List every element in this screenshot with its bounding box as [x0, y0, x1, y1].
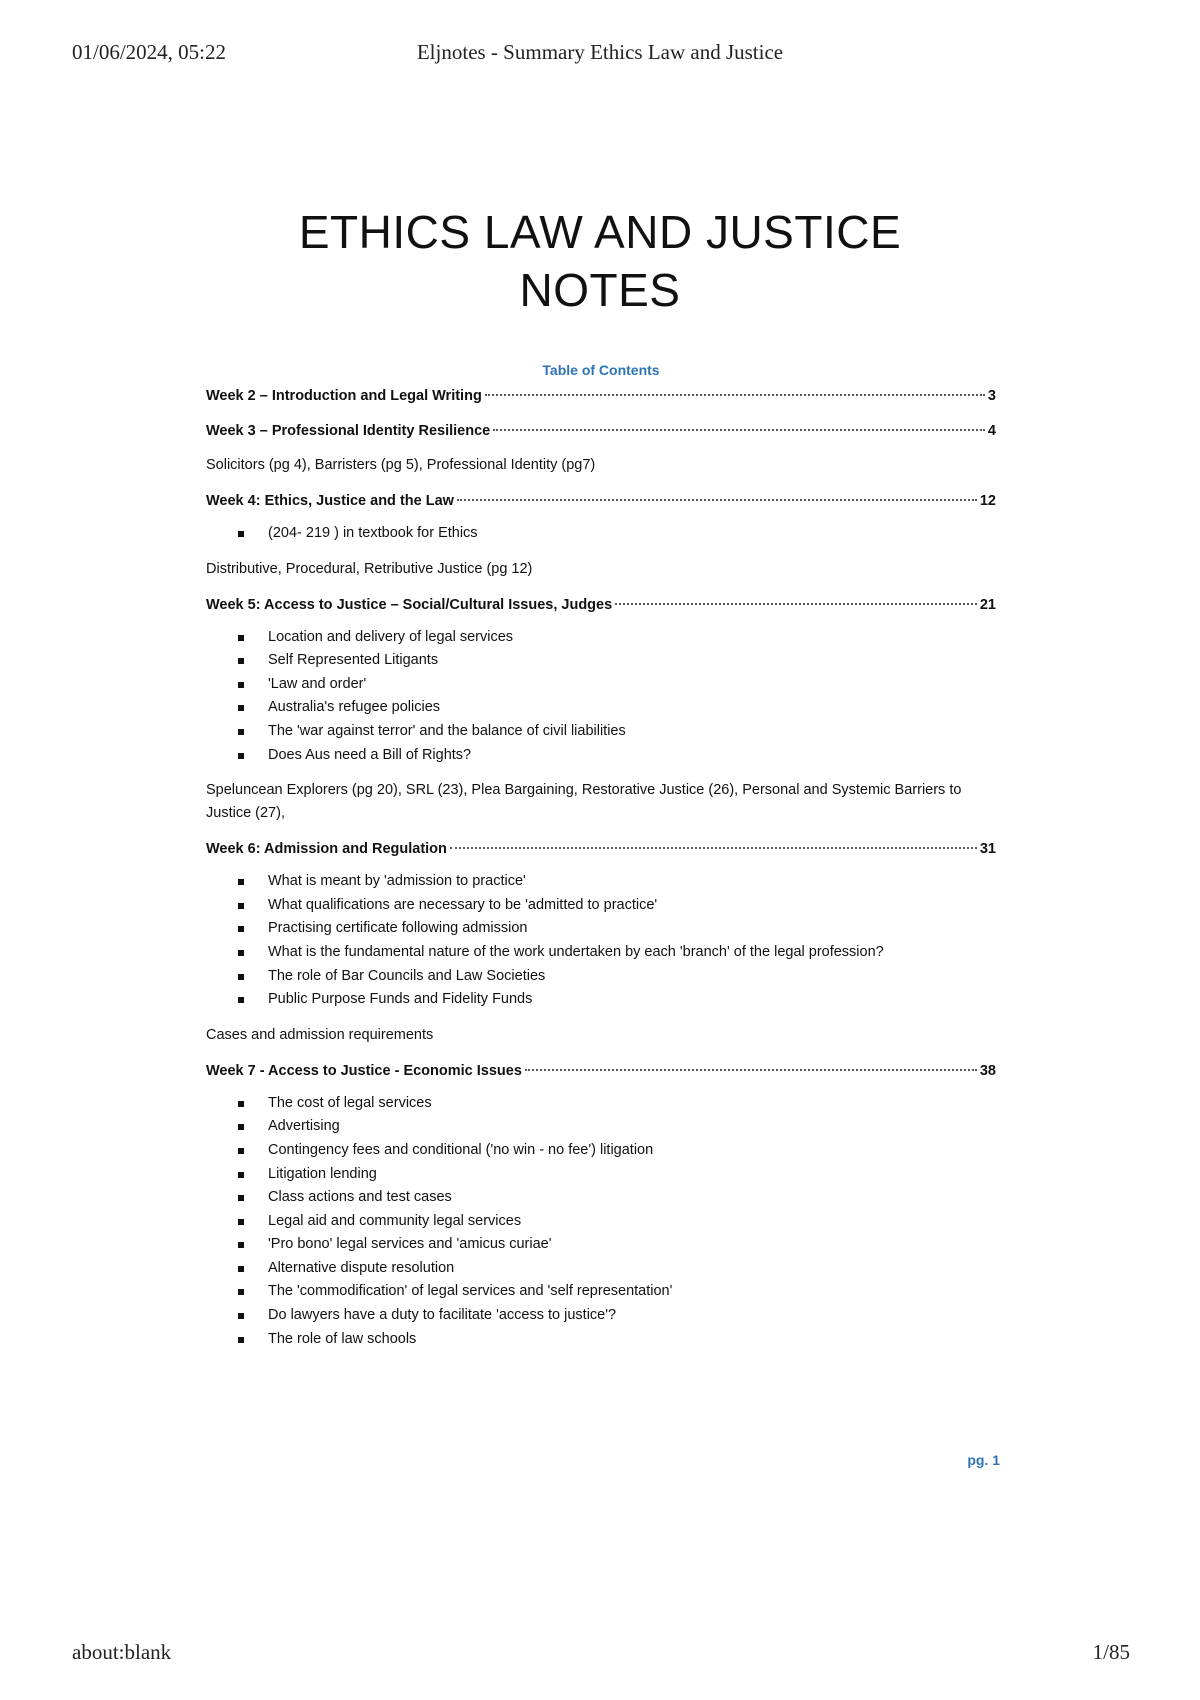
list-item: The 'war against terror' and the balance of civil liabilities: [268, 720, 996, 744]
list-item: Do lawyers have a duty to facilitate 'access to justice'?: [268, 1304, 996, 1328]
list-item: What qualifications are necessary to be 'admitted to practice': [268, 894, 996, 918]
topic-list-week6: [206, 870, 996, 1012]
table-of-contents: [206, 362, 996, 1367]
list-item: 'Pro bono' legal services and 'amicus curiae': [268, 1233, 996, 1257]
toc-dot-leader: [525, 1069, 977, 1071]
list-item: 'Law and order': [268, 673, 996, 697]
print-page-count: 1/85: [1092, 1640, 1130, 1664]
list-item: Contingency fees and conditional ('no win - no fee') litigation: [268, 1139, 996, 1163]
document-title: [0, 203, 1200, 319]
document-title-line1: ETHICS LAW AND JUSTICE: [298, 206, 902, 258]
toc-entry-label: Week 2 – Introduction and Legal Writing: [206, 388, 482, 404]
toc-entry-label: Week 5: Access to Justice – Social/Cultural Issues, Judges: [206, 596, 613, 613]
list-item: Does Aus need a Bill of Rights?: [268, 744, 996, 768]
list-item: Legal aid and community legal services: [268, 1210, 996, 1234]
toc-dot-leader: [493, 429, 985, 431]
print-page-title: Eljnotes - Summary Ethics Law and Justice: [416, 40, 784, 64]
toc-entry-week5[interactable]: [206, 597, 996, 613]
list-item: The role of law schools: [268, 1328, 996, 1352]
list-item: What is meant by 'admission to practice': [268, 870, 996, 894]
toc-entry-page: 38: [979, 1062, 996, 1079]
list-item: What is the fundamental nature of the work undertaken by each 'branch' of the legal profession?: [268, 941, 996, 965]
toc-note-week5: Speluncean Explorers (pg 20), SRL (23), Plea Bargaining, Restorative Justice (26), Personal and Systemic Barriers to Justice (27),: [206, 782, 962, 822]
toc-entry-page: 3: [987, 388, 996, 404]
list-item: The cost of legal services: [268, 1092, 996, 1116]
toc-dot-leader: [457, 499, 977, 501]
topic-list-week4: [206, 522, 996, 546]
list-item: Practising certificate following admission: [268, 917, 996, 941]
toc-entry-week6[interactable]: [206, 841, 996, 857]
toc-dot-leader: [450, 847, 977, 849]
list-item: Australia's refugee policies: [268, 696, 996, 720]
list-item: Litigation lending: [268, 1163, 996, 1187]
list-item: Self Represented Litigants: [268, 649, 996, 673]
print-datetime: 01/06/2024, 05:22: [72, 40, 227, 64]
list-item: Alternative dispute resolution: [268, 1257, 996, 1281]
list-item: The 'commodification' of legal services and 'self representation': [268, 1280, 996, 1304]
toc-entry-label: Week 7 - Access to Justice - Economic Issues: [206, 1062, 522, 1079]
topic-list-week5: [206, 626, 996, 768]
toc-entry-page: 31: [979, 841, 996, 858]
print-url: about:blank: [72, 1640, 172, 1664]
toc-entry-week7[interactable]: [206, 1063, 996, 1079]
list-item: Advertising: [268, 1115, 996, 1139]
toc-entry-label: Week 3 – Professional Identity Resilience: [206, 423, 491, 439]
toc-entry-page: 4: [987, 423, 996, 439]
toc-note-week3: Solicitors (pg 4), Barristers (pg 5), Professional Identity (pg7): [206, 457, 596, 473]
toc-entry-page: 12: [979, 493, 996, 509]
list-item: Location and delivery of legal services: [268, 626, 996, 650]
toc-dot-leader: [485, 394, 985, 396]
toc-entry-label: Week 4: Ethics, Justice and the Law: [206, 493, 454, 509]
toc-dot-leader: [615, 603, 977, 605]
toc-entry-week3[interactable]: [206, 423, 996, 439]
toc-note-week6: Cases and admission requirements: [206, 1026, 434, 1043]
list-item: The role of Bar Councils and Law Societies: [268, 965, 996, 989]
topic-list-week7: [206, 1092, 996, 1352]
toc-entry-week4[interactable]: [206, 493, 996, 509]
list-item: Class actions and test cases: [268, 1186, 996, 1210]
toc-entry-page: 21: [979, 596, 996, 613]
toc-note-week4: Distributive, Procedural, Retributive Justice (pg 12): [206, 560, 533, 577]
toc-heading: Table of Contents: [542, 362, 660, 378]
toc-entry-label: Week 6: Admission and Regulation: [206, 841, 447, 858]
list-item: Public Purpose Funds and Fidelity Funds: [268, 988, 996, 1012]
toc-entry-week2[interactable]: [206, 388, 996, 404]
document-title-line2: NOTES: [519, 264, 681, 316]
page-number: pg. 1: [967, 1452, 1000, 1468]
list-item: (204- 219 ) in textbook for Ethics: [268, 522, 996, 546]
